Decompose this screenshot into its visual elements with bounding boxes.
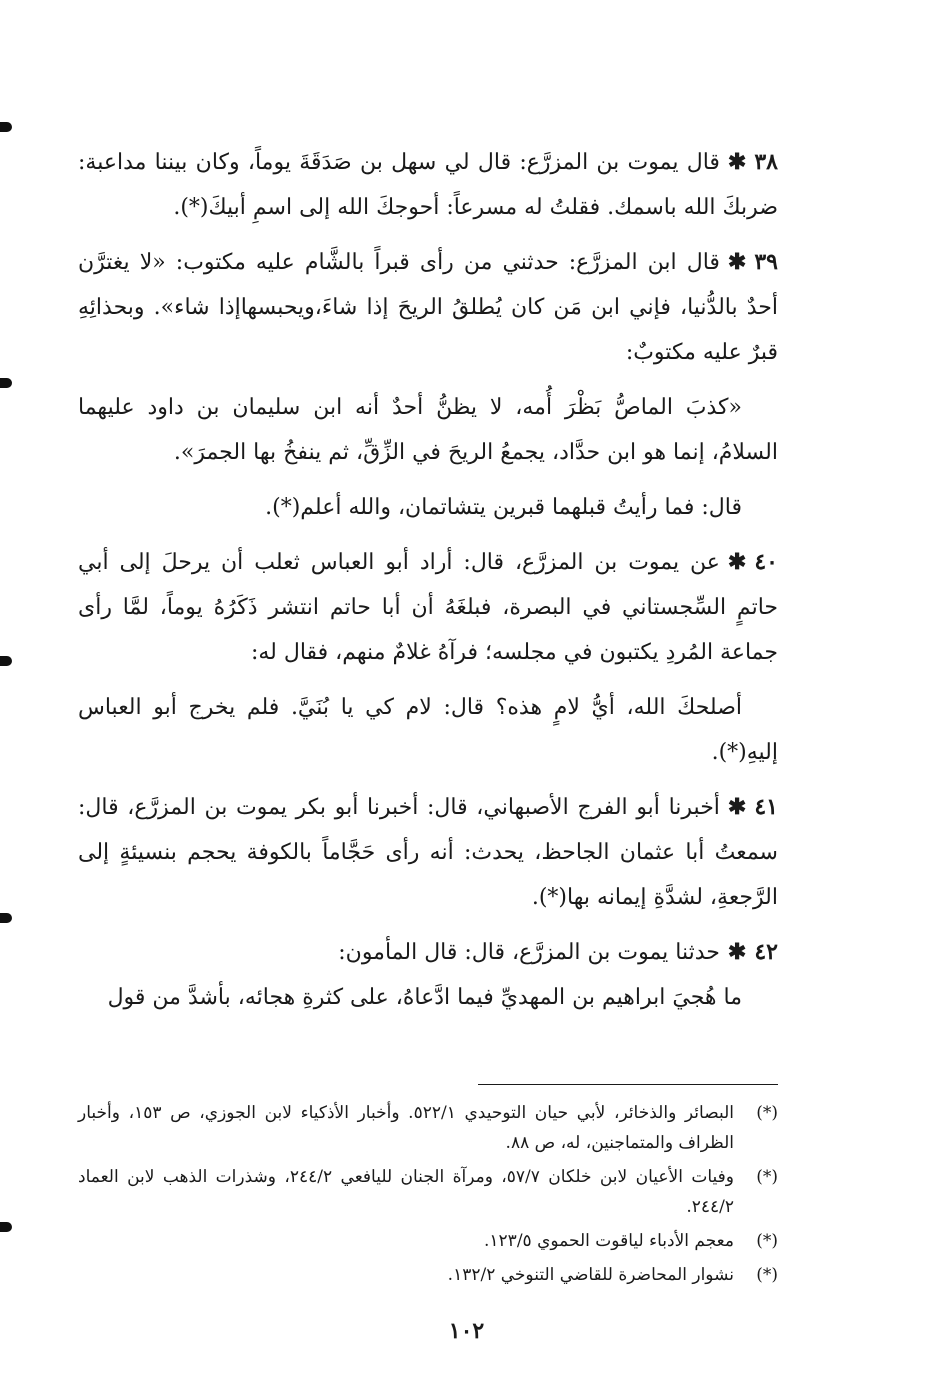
entry-number: ٣٩: [754, 249, 778, 275]
footnote: [78, 1226, 778, 1256]
asterisk-icon: ✱: [727, 939, 747, 965]
footnote-text: وفيات الأعيان لابن خلكان ٥٧/٧، ومرآة الجنان لليافعي ٢٤٤/٢، وشذرات الذهب لابن العماد ٢٤٤/٢.: [78, 1167, 735, 1217]
paragraph: قال: فما رأيتُ قبلهما قبرين يتشاتمان، والله أعلم(*).: [265, 495, 742, 520]
footnote-mark: (*): [756, 1265, 778, 1285]
edge-mark: [0, 913, 12, 923]
footnote-text: نشوار المحاضرة للقاضي التنوخي ١٣٢/٢.: [447, 1265, 734, 1285]
edge-mark: [0, 378, 12, 388]
entry-38: [78, 140, 778, 230]
entry-text: عن يموت بن المزرَّع، قال: أراد أبو العباس ثعلب أن يرحلَ إلى أبي حاتمٍ السِّجستاني في البصرة، فبلغَهُ أن أبا حاتم انتشر ذَكَرُهُ يوماً، لمَّا رأى جماعة المُردِ يكتبون في مجلسه؛ فرآهُ غلامٌ منهم، فقال له:: [78, 550, 778, 665]
footnote-mark: (*): [756, 1231, 778, 1251]
footnote-mark: (*): [756, 1103, 778, 1123]
edge-mark: [0, 656, 12, 666]
footnote: [78, 1162, 778, 1222]
entry-39: [78, 240, 778, 375]
footnotes: [78, 1098, 778, 1294]
entry-number: ٣٨: [754, 149, 778, 175]
entry-text: قال ابن المزرَّع: حدثني من رأى قبراً بالشَّام عليه مكتوب: «لا يغترَّن أحدٌ بالدُّنيا، فإني ابن مَن كان يُطلقُ الريحَ إذا شاءَ،ويحبسهاإذا شاء». وبحذائِهِ قبرٌ عليه مكتوبٌ:: [78, 250, 778, 365]
footnote: [78, 1098, 778, 1158]
footnote-divider: [478, 1084, 778, 1085]
page-number: ١٠٢: [448, 1318, 485, 1344]
footnote-text: البصائر والذخائر، لأبي حيان التوحيدي ٥٢٢/١. وأخبار الأذكياء لابن الجوزي، ص ١٥٣، وأخبار الظراف والمتماجنين، له، ص ٨٨.: [78, 1103, 734, 1153]
entry-40: [78, 540, 778, 675]
quote-paragraph: «كذبَ الماصُّ بَظْرَ أُمه، لا يظنُّ أحدٌ أنه ابن سليمان بن داود عليهما السلامُ، إنما هو ابن حدَّاد، يجمعُ الريحَ في الزِّقِّ، ثم ينفخُ بها الجمرَ».: [78, 395, 778, 465]
asterisk-icon: ✱: [727, 249, 747, 275]
paragraph: أصلحكَ الله، أيُّ لامٍ هذه؟ قال: لام كي يا بُنَيَّ. فلم يخرج أبو العباس إليهِ(*).: [78, 695, 778, 765]
asterisk-icon: ✱: [727, 794, 747, 820]
entry-number: ٤١: [754, 794, 778, 820]
entry-number: ٤٢: [754, 939, 778, 965]
asterisk-icon: ✱: [727, 549, 747, 575]
edge-mark: [0, 122, 12, 132]
asterisk-icon: ✱: [727, 149, 747, 175]
entry-text: أخبرنا أبو الفرج الأصبهاني، قال: أخبرنا أبو بكر يموت بن المزرَّع، قال: سمعتُ أبا عثمان الجاحظ، يحدث: أنه رأى حَجَّاماً بالكوفة يحجم بنسيئةٍ إلى الرَّجعةِ، لشدَّةِ إيمانه بها(*).: [78, 795, 778, 910]
entry-42: [78, 930, 778, 975]
footnote: [78, 1260, 778, 1290]
edge-mark: [0, 1222, 12, 1232]
entry-text: قال يموت بن المزرَّع: قال لي سهل بن صَدَقَةَ يوماً، وكان بيننا مداعبة: ضربكَ الله باسمك. فقلتُ له مسرعاً: أحوجكَ الله إلى اسمِ أبيكَ(*).: [78, 150, 778, 220]
entry-number: ٤٠: [754, 549, 778, 575]
paragraph: ما هُجيَ ابراهيم بن المهديِّ فيما ادَّعاهُ، على كثرةِ هجائه، بأشدَّ من قول: [107, 985, 742, 1010]
entry-41: [78, 785, 778, 920]
footnote-text: معجم الأدباء لياقوت الحموي ١٢٣/٥.: [484, 1231, 734, 1251]
entry-text: حدثنا يموت بن المزرَّع، قال: قال المأمون:: [338, 940, 720, 965]
footnote-mark: (*): [756, 1167, 778, 1187]
